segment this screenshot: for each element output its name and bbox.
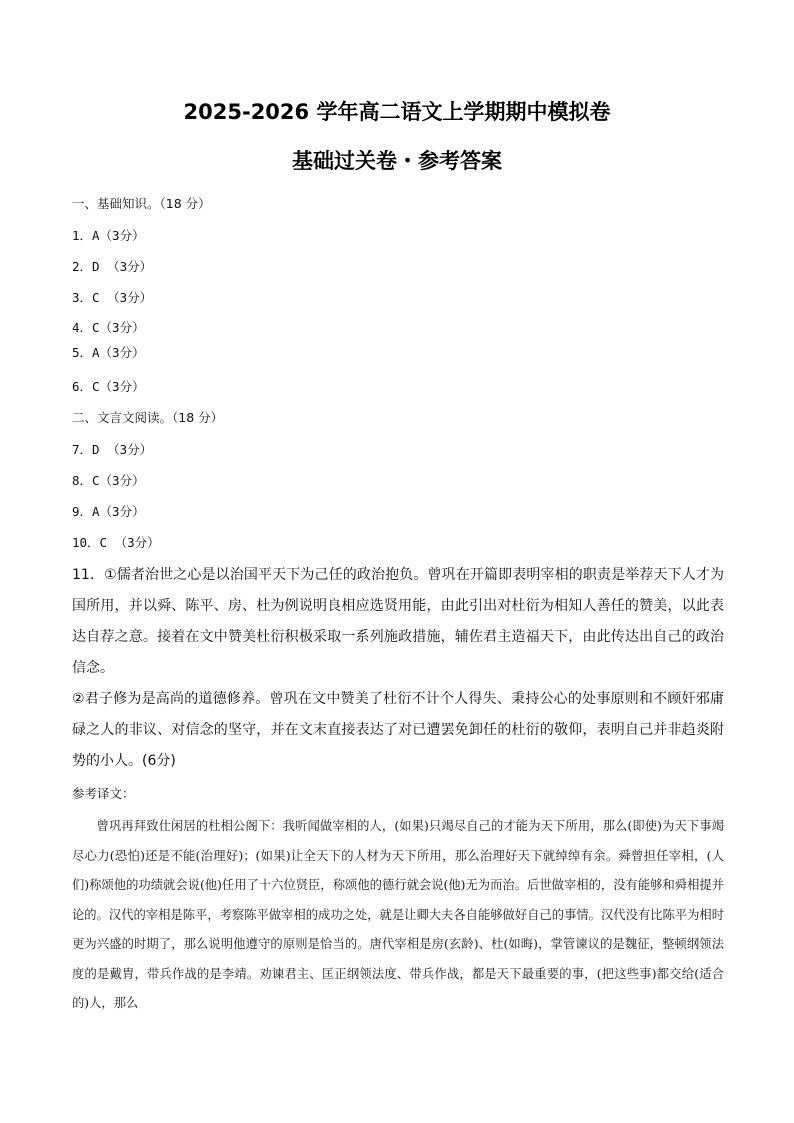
answer-item-3: 3．C （3分）	[72, 290, 153, 305]
section-heading-classical: 二、文言文阅读。（18 分）	[72, 410, 224, 425]
answer-item-9: 9．A（3分）	[72, 504, 145, 519]
answer-item-2: 2．D （3分）	[72, 259, 153, 274]
answer-item-8: 8．C（3分）	[72, 473, 145, 488]
answer-item-7: 7．D （3分）	[72, 442, 153, 457]
answer-item-5: 5．A（3分）	[72, 345, 145, 360]
answer-item-1: 1．A（3分）	[72, 228, 145, 243]
answer-item-4: 4．C（3分）	[72, 320, 145, 335]
answer-11-part-1: 11．①儒者治世之心是以治国平天下为己任的政治抱负。曾巩在开篇即表明宰相的职责是举荐天下人才为国所用，并以舜、陈平、房、杜为例说明良相应选贤用能，由此引出对杜衍为相知人善任的赞美，以此表达自荐之意。接着在文中赞美杜衍积极采取一系列施政措施，辅佐君主造福天下，由此传达出自己的政治信念。	[72, 567, 724, 676]
translation-label: 参考译文：	[72, 786, 135, 801]
document-title: 2025-2026 学年高二语文上学期期中模拟卷	[183, 100, 611, 124]
answer-item-10: 10．C （3分）	[72, 535, 160, 550]
document-subtitle: 基础过关卷・参考答案	[292, 149, 502, 173]
answer-11-part-2: ②君子修为是高尚的道德修养。曾巩在文中赞美了杜衍不计个人得失、秉持公心的处事原则和不顾奸邪庸碌之人的非议、对信念的坚守，并在文末直接表达了对已遭罢免卸任的杜衍的敬仰，表明自己并非趋炎附势的小人。(6分)	[72, 691, 724, 769]
section-heading-basic: 一、基础知识。（18 分）	[72, 196, 211, 211]
translation-text: 曾巩再拜致仕闲居的杜相公阁下：我听闻做宰相的人，(如果)只竭尽自己的才能为天下所用，那么(即使)为天下事竭尽心力(恐怕)还是不能(治理好)；(如果)让全天下的人材为天下所用，那么治理好天下就绰绰有余。舜曾担任宰相，(人们)称颂他的功绩就会说(他)任用了十六位贤臣，称颂他的德行就会说(他)无为而治。后世做宰相的，没有能够和舜相提并论的。汉代的宰相是陈平，考察陈平做宰相的成功之处，就是让卿大夫各自能够做好自己的事情。汉代没有比陈平为相时更为兴盛的时期了，那么说明他遵守的原则是恰当的。唐代宰相是房(玄龄)、杜(如晦)，掌管谏议的是魏征，整顿纲领法度的是戴胄，带兵作战的是李靖。劝谏君主、匡正纲领法度、带兵作战，都是天下最重要的事，(把这些事)都交给(适合的)人，那么	[72, 819, 724, 1010]
answer-item-6: 6．C（3分）	[72, 379, 145, 394]
